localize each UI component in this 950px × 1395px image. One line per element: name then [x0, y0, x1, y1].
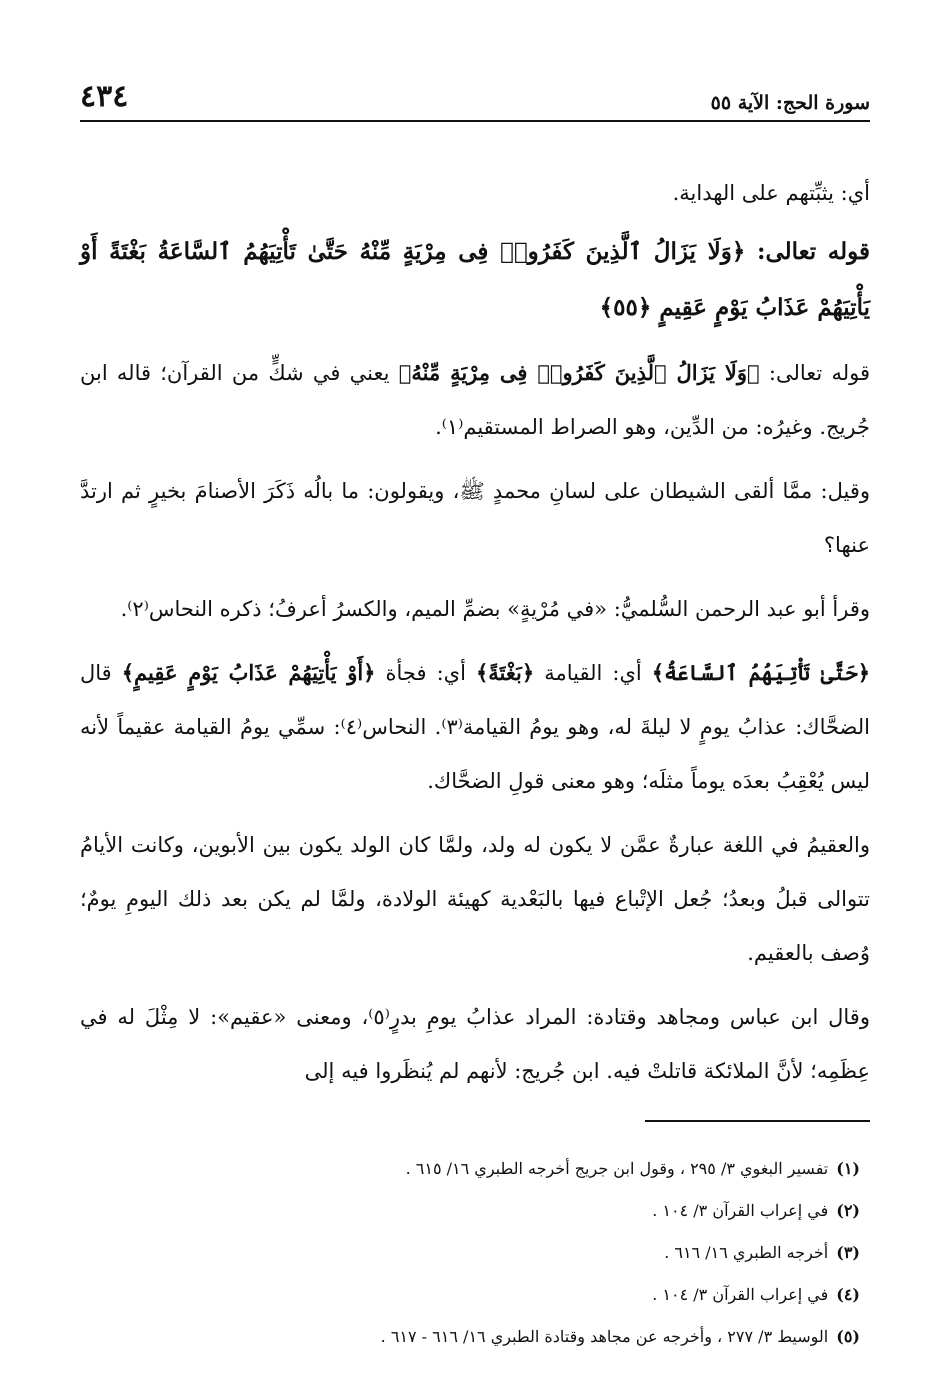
verse-heading-text: ﴿وَلَا يَزَالُ ٱلَّذِينَ كَفَرُوا۟ فِى مِرْيَةٍ مِّنْهُ حَتَّىٰ تَأْتِيَهُمُ ٱلسَّاعَةُ بَغْتَةً أَوْ يَأْتِيَهُمْ عَذَابُ يَوْمٍ عَقِيمٍ ﴿٥٥﴾: [80, 238, 870, 321]
footnote-item: [80, 1148, 870, 1190]
footnote-text: تفسير البغوي ٣/ ٢٩٥ ، وقول ابن جريج أخرجه الطبري ١٦/ ٦١٥ .: [405, 1159, 829, 1178]
footnote-item: [80, 1232, 870, 1274]
footnote-item: [80, 1190, 870, 1232]
surah-title: سورة الحج: الآية ٥٥: [710, 92, 870, 114]
paragraph-6: [80, 646, 870, 808]
footnote-text: في إعراب القرآن ٣/ ١٠٤ .: [652, 1285, 829, 1304]
paragraph-3-lead: قوله تعالى:: [759, 361, 871, 385]
main-text: [80, 166, 870, 1098]
paragraph-3-verse: ﴿وَلَا يَزَالُ ٱلَّذِينَ كَفَرُوا۟ فِى مِرْيَةٍ مِّنْهُ﴾: [398, 360, 760, 385]
book-page: [80, 70, 870, 1358]
paragraph-3-rest: يعني في شكٍّ من القرآن؛ قاله ابن جُريج. وغيرُه: من الدِّين، وهو الصراط المستقيم⁽١⁾.: [80, 361, 870, 439]
footnote-number: (١): [836, 1159, 860, 1178]
paragraph-3: [80, 346, 870, 454]
footnotes-list: [80, 1148, 870, 1358]
footnote-number: (٣): [836, 1243, 860, 1262]
paragraph-7: والعقيمُ في اللغة عبارةٌ عمَّن لا يكون له ولد، ولمَّا كان الولد يكون بين الأبوين، وكانت الأيامُ تتوالى قبلُ وبعدُ؛ جُعل الإتْباع فيها بالبَعْدية كهيئة الولادة، ولمَّا لم يكن بعد ذلك اليومِ يومٌ؛ وُصف بالعقيم.: [80, 833, 870, 965]
footnote-number: (٥): [836, 1327, 860, 1346]
footnote-number: (٢): [836, 1201, 860, 1220]
page-number: ٤٣٤: [80, 79, 129, 114]
paragraph-4: وقيل: ممَّا ألقى الشيطان على لسانِ محمدٍ ﷺ، ويقولون: ما بالُه ذَكَرَ الأصنامَ بخيرٍ ثم ارتدَّ عنها؟: [80, 479, 870, 557]
footnote-number: (٤): [836, 1285, 860, 1304]
running-header: [80, 70, 870, 122]
footnote-text: الوسيط ٣/ ٢٧٧ ، وأخرجه عن مجاهد وقتادة الطبري ١٦/ ٦١٦ - ٦١٧ .: [380, 1327, 829, 1346]
footnote-text: أخرجه الطبري ١٦/ ٦١٦ .: [664, 1243, 829, 1262]
paragraph-6-part-1: أي: القيامة: [534, 661, 652, 685]
paragraph-6-verse-1: ﴿حَتَّىٰ تَأْتِيَهُمُ ٱلسَّاعَةُ﴾: [651, 660, 871, 685]
paragraph-6-verse-3: ﴿أَوْ يَأْتِيَهُمْ عَذَابُ يَوْمٍ عَقِيمٍ﴾: [121, 660, 376, 685]
verse-heading-label: قوله تعالى:: [745, 238, 870, 265]
verse-heading: [80, 224, 870, 336]
paragraph-6-part-2: أي: فجأة: [375, 661, 476, 685]
paragraph-6-part-3: قال الضحَّاك: عذابُ يومٍ لا ليلةَ له، وهو يومُ القيامة⁽٣⁾. النحاس⁽٤⁾: سمِّي يومُ القيامة عقيماً لأنه ليس يُعْقِبُ بعدَه يوماً مثلَه؛ وهو معنى قولِ الضحَّاك.: [80, 661, 870, 793]
paragraph-8: وقال ابن عباس ومجاهد وقتادة: المراد عذابُ يومِ بدرٍ⁽٥⁾، ومعنى «عقيم»: لا مِثْلَ له في عِظَمِه؛ لأنَّ الملائكة قاتلتْ فيه. ابن جُريج: لأنهم لم يُنظَروا فيه إلى: [80, 1005, 870, 1083]
footnote-text: في إعراب القرآن ٣/ ١٠٤ .: [652, 1201, 829, 1220]
footnote-item: [80, 1316, 870, 1358]
footnote-item: [80, 1274, 870, 1316]
paragraph-6-verse-2: ﴿بَغْتَةً﴾: [475, 660, 535, 685]
paragraph-1: أي: يثبِّتهم على الهداية.: [672, 181, 870, 205]
paragraph-5: وقرأ أبو عبد الرحمن السُّلميُّ: «في مُرْيةٍ» بضمِّ الميم، والكسرُ أعرفُ؛ ذكره النحاس⁽٢⁾.: [120, 597, 870, 621]
footnote-divider: [645, 1120, 870, 1122]
